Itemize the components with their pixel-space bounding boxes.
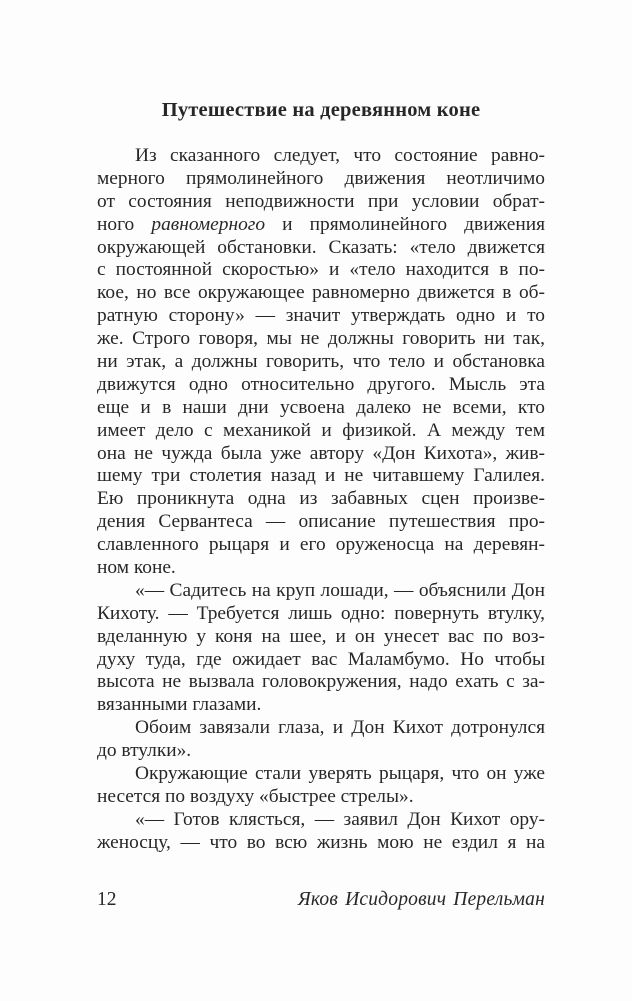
paragraph (97, 763, 545, 809)
text-line: она не чужда была уже автору «Дон Кихота», жив- (97, 442, 545, 464)
paragraph (97, 580, 545, 717)
text-line (97, 214, 545, 237)
text-line: ни этак, а должны говорить, что тело и обстановка (97, 351, 545, 373)
text-line-content: «— Готов клясться, — заявил Дон Кихот ору- (135, 808, 545, 830)
text-line-content: Окружающие стали уверять рыцаря, что он уже (135, 763, 545, 785)
text-line: кое, но все окружающее равномерно движется в об- (97, 282, 545, 304)
text-line (97, 145, 545, 168)
paragraph (97, 145, 545, 580)
text-line: высота не вызвала головокружения, надо ехать с за- (97, 671, 545, 693)
text-line: несется по воздуху «быстрее стрелы». (97, 785, 414, 807)
text-line: Кихоту. — Требуется лишь одно: повернуть втулку, (97, 602, 545, 624)
text-line-content: Обоим завязали глаза, и Дон Кихот дотронулся (135, 717, 545, 739)
text-segment: ного (97, 213, 135, 235)
text-line: окружающей обстановки. Сказать: «тело движется (97, 236, 545, 258)
text-line-content: Из сказанного следует, что состояние равно- (135, 145, 545, 166)
text-line (97, 763, 545, 786)
text-line: с постоянной скоростью» и «тело находится в по- (97, 259, 545, 281)
running-author: Яков Исидорович Перельман (297, 889, 545, 910)
text-line: до втулки». (97, 740, 192, 762)
text-line: ном коне. (97, 557, 176, 579)
text-line-content: «— Садитесь на круп лошади, — объяснили Дон (135, 579, 545, 601)
text-line: вделанную у коня на шее, и он унесет вас по воз- (97, 625, 545, 647)
chapter-title: Путешествие на деревянном коне (161, 99, 481, 121)
paragraph (97, 717, 545, 763)
text-line: шему три столетия назад и не читавшему Галилея. (97, 465, 545, 487)
text-line: движутся одно относительно другого. Мысль эта (97, 373, 545, 395)
text-line: мерного прямолинейного движения неотличимо (97, 167, 545, 189)
text-line: еще и в наши дни усвоена далеко не всеми, кто (97, 396, 545, 418)
text-line: дения Сервантеса — описание путешествия про- (97, 511, 545, 533)
text-line: славленного рыцаря и его оруженосца на деревян- (97, 534, 545, 556)
text-line: Ею проникнута одна из забавных сцен произве- (97, 488, 545, 510)
text-line: от состояния неподвижности при условии обрат- (97, 190, 545, 212)
text-line: имеет дело с механикой и физикой. А между тем (97, 419, 545, 441)
text-line: вязанными глазами. (97, 694, 262, 716)
paragraph (97, 809, 545, 855)
text-segment-italic: равномерного (151, 213, 266, 235)
text-line (97, 809, 545, 832)
text-line: ратную сторону» — значит утверждать одно и то (97, 305, 545, 327)
body-text (97, 145, 545, 855)
text-line (97, 717, 545, 740)
page-footer (97, 889, 545, 911)
page-number: 12 (97, 889, 117, 910)
text-line (97, 580, 545, 603)
text-segment: и прямолинейного движения (282, 213, 545, 235)
text-line: женосцу, — что во всю жизнь мою не ездил я на (97, 831, 545, 853)
text-line: духу туда, где ожидает вас Маламбумо. Но чтобы (97, 648, 545, 670)
text-line: же. Строго говоря, мы не должны говорить ни так, (97, 328, 545, 350)
